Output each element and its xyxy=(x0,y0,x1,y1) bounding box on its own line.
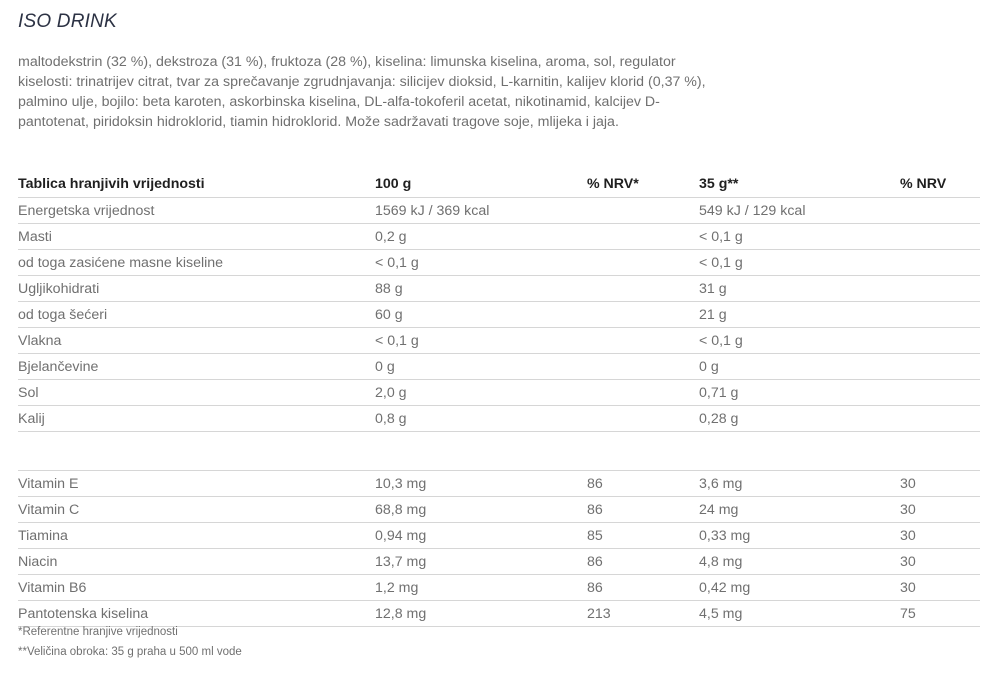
table-row xyxy=(18,276,980,302)
table-row xyxy=(18,224,980,250)
nrv-serving xyxy=(900,302,980,328)
nrv-100g xyxy=(587,354,699,380)
nrv-serving: 30 xyxy=(900,497,980,523)
nutrient-name: Sol xyxy=(18,380,375,406)
value-serving: < 0,1 g xyxy=(699,224,900,250)
nutrient-name: Tiamina xyxy=(18,523,375,549)
table-row xyxy=(18,497,980,523)
table-row xyxy=(18,406,980,432)
value-100g: 0 g xyxy=(375,354,587,380)
value-100g: 13,7 mg xyxy=(375,549,587,575)
nrv-100g: 213 xyxy=(587,601,699,627)
value-serving: 549 kJ / 129 kcal xyxy=(699,198,900,224)
table-row xyxy=(18,354,980,380)
value-100g: 60 g xyxy=(375,302,587,328)
nrv-100g xyxy=(587,328,699,354)
value-serving: 4,8 mg xyxy=(699,549,900,575)
table-row xyxy=(18,328,980,354)
nrv-serving xyxy=(900,380,980,406)
nrv-serving xyxy=(900,354,980,380)
value-serving: < 0,1 g xyxy=(699,250,900,276)
nrv-serving: 75 xyxy=(900,601,980,627)
nutrient-name: Energetska vrijednost xyxy=(18,198,375,224)
nutrition-table xyxy=(18,171,980,627)
footnote-serving: **Veličina obroka: 35 g praha u 500 ml vode xyxy=(18,646,242,658)
nutrient-name: od toga zasićene masne kiseline xyxy=(18,250,375,276)
nrv-serving: 30 xyxy=(900,523,980,549)
nrv-100g: 86 xyxy=(587,575,699,601)
value-100g: 10,3 mg xyxy=(375,471,587,497)
table-row xyxy=(18,549,980,575)
value-serving: 0,28 g xyxy=(699,406,900,432)
table-row xyxy=(18,471,980,497)
value-serving: 0,42 mg xyxy=(699,575,900,601)
value-serving: 3,6 mg xyxy=(699,471,900,497)
value-100g: 0,2 g xyxy=(375,224,587,250)
header-nrv-serving: % NRV xyxy=(900,171,980,198)
nutrient-name: Kalij xyxy=(18,406,375,432)
value-100g: 68,8 mg xyxy=(375,497,587,523)
table-row xyxy=(18,198,980,224)
header-nutrient: Tablica hranjivih vrijednosti xyxy=(18,171,375,198)
nutrient-name: Vitamin E xyxy=(18,471,375,497)
value-serving: < 0,1 g xyxy=(699,328,900,354)
table-row xyxy=(18,575,980,601)
table-row xyxy=(18,302,980,328)
nrv-serving xyxy=(900,406,980,432)
product-title: ISO DRINK xyxy=(18,11,117,32)
nrv-serving: 30 xyxy=(900,575,980,601)
nrv-100g: 85 xyxy=(587,523,699,549)
header-per-serving: 35 g** xyxy=(699,171,900,198)
nrv-100g xyxy=(587,380,699,406)
footnote-nrv: *Referentne hranjive vrijednosti xyxy=(18,626,178,638)
table-spacer-row xyxy=(18,432,980,471)
table-row xyxy=(18,250,980,276)
nrv-100g xyxy=(587,406,699,432)
value-serving: 4,5 mg xyxy=(699,601,900,627)
nrv-serving xyxy=(900,328,980,354)
value-100g: 1569 kJ / 369 kcal xyxy=(375,198,587,224)
value-100g: 2,0 g xyxy=(375,380,587,406)
value-serving: 31 g xyxy=(699,276,900,302)
value-100g: 1,2 mg xyxy=(375,575,587,601)
nutrient-name: Vlakna xyxy=(18,328,375,354)
nrv-100g xyxy=(587,276,699,302)
nutrient-name: Ugljikohidrati xyxy=(18,276,375,302)
value-100g: 0,8 g xyxy=(375,406,587,432)
value-100g: 88 g xyxy=(375,276,587,302)
nrv-100g: 86 xyxy=(587,497,699,523)
nrv-100g xyxy=(587,250,699,276)
nrv-100g xyxy=(587,224,699,250)
value-serving: 0 g xyxy=(699,354,900,380)
value-100g: < 0,1 g xyxy=(375,328,587,354)
nrv-100g xyxy=(587,198,699,224)
table-row xyxy=(18,380,980,406)
value-100g: < 0,1 g xyxy=(375,250,587,276)
nutrient-name: Masti xyxy=(18,224,375,250)
nrv-100g: 86 xyxy=(587,549,699,575)
nutrient-name: od toga šećeri xyxy=(18,302,375,328)
nrv-100g: 86 xyxy=(587,471,699,497)
nutrient-name: Vitamin B6 xyxy=(18,575,375,601)
nrv-serving xyxy=(900,224,980,250)
header-nrv-100g: % NRV* xyxy=(587,171,699,198)
nutrient-name: Niacin xyxy=(18,549,375,575)
footnotes xyxy=(18,622,242,662)
nrv-100g xyxy=(587,302,699,328)
header-per-100g: 100 g xyxy=(375,171,587,198)
value-serving: 0,71 g xyxy=(699,380,900,406)
value-100g: 12,8 mg xyxy=(375,601,587,627)
value-serving: 24 mg xyxy=(699,497,900,523)
value-100g: 0,94 mg xyxy=(375,523,587,549)
nrv-serving xyxy=(900,198,980,224)
nrv-serving: 30 xyxy=(900,471,980,497)
nrv-serving xyxy=(900,276,980,302)
nutrient-name: Bjelančevine xyxy=(18,354,375,380)
table-row xyxy=(18,523,980,549)
value-serving: 21 g xyxy=(699,302,900,328)
nrv-serving xyxy=(900,250,980,276)
nutrient-name: Vitamin C xyxy=(18,497,375,523)
nrv-serving: 30 xyxy=(900,549,980,575)
value-serving: 0,33 mg xyxy=(699,523,900,549)
nutrient-name: Pantotenska kiselina xyxy=(18,601,375,627)
ingredients-text: maltodekstrin (32 %), dekstroza (31 %), fruktoza (28 %), kiselina: limunska kiselina, aroma, sol, regulator kiselosti: trinatrijev citrat, tvar za sprečavanje zgrudnjavanja: silicijev dioksid, L-karnitin, kalijev klorid (0,37 %), palmino ulje, bojilo: beta karoten, askorbinska kiselina, DL-alfa-tokoferil acetat, nikotinamid, kalcijev D-pantotenat, piridoksin hidroklorid, tiamin hidroklorid. Može sadržavati tragove soje, mlijeka i jaja. xyxy=(18,54,706,130)
table-header-row xyxy=(18,171,980,198)
